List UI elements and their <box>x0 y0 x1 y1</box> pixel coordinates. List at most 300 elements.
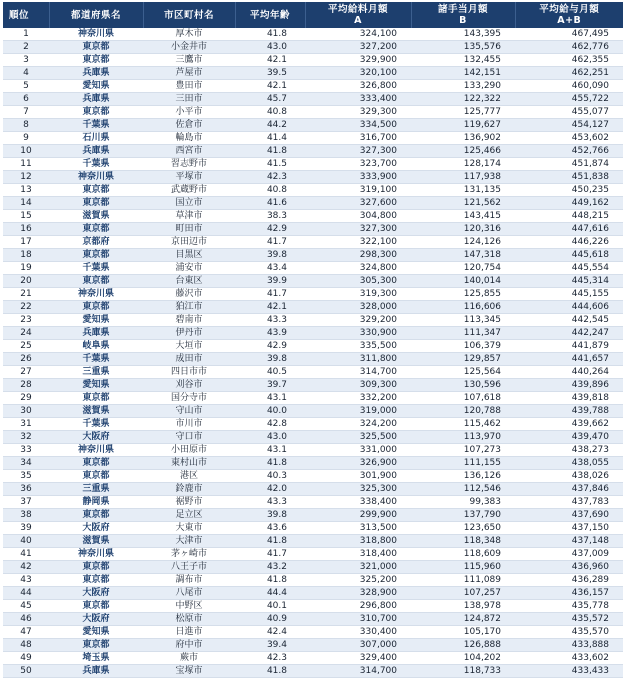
prefecture-cell: 兵庫県 <box>49 145 143 158</box>
salary-cell: 322,100 <box>305 236 411 249</box>
total-cell: 446,226 <box>515 236 623 249</box>
total-cell: 439,818 <box>515 392 623 405</box>
prefecture-cell: 東京都 <box>49 223 143 236</box>
city-cell: 国分寺市 <box>143 392 235 405</box>
table-row <box>3 119 623 132</box>
rank-cell: 1 <box>3 28 49 41</box>
allowance-cell: 143,415 <box>411 210 515 223</box>
total-cell: 462,251 <box>515 67 623 80</box>
salary-cell: 313,500 <box>305 522 411 535</box>
table-row <box>3 418 623 431</box>
age-cell: 39.7 <box>235 379 305 392</box>
total-cell: 437,148 <box>515 535 623 548</box>
header-salary-line1: 平均給料月額 <box>327 4 388 15</box>
salary-cell: 334,500 <box>305 119 411 132</box>
total-cell: 447,616 <box>515 223 623 236</box>
prefecture-cell: 東京都 <box>49 275 143 288</box>
table-row <box>3 639 623 652</box>
salary-cell: 323,700 <box>305 158 411 171</box>
header-city: 市区町村名 <box>143 2 235 28</box>
salary-cell: 335,500 <box>305 340 411 353</box>
city-cell: 大東市 <box>143 522 235 535</box>
total-cell: 437,690 <box>515 509 623 522</box>
prefecture-cell: 大阪府 <box>49 431 143 444</box>
prefecture-cell: 滋賀県 <box>49 405 143 418</box>
rank-cell: 41 <box>3 548 49 561</box>
total-cell: 445,314 <box>515 275 623 288</box>
city-cell: 武蔵野市 <box>143 184 235 197</box>
table-row <box>3 600 623 613</box>
table-row <box>3 353 623 366</box>
salary-ranking-table <box>3 2 623 678</box>
total-cell: 462,355 <box>515 54 623 67</box>
allowance-cell: 99,383 <box>411 496 515 509</box>
age-cell: 44.4 <box>235 587 305 600</box>
total-cell: 433,602 <box>515 652 623 665</box>
allowance-cell: 105,170 <box>411 626 515 639</box>
prefecture-cell: 神奈川県 <box>49 444 143 457</box>
rank-cell: 44 <box>3 587 49 600</box>
prefecture-cell: 京都府 <box>49 236 143 249</box>
age-cell: 41.8 <box>235 574 305 587</box>
table-row <box>3 496 623 509</box>
header-age: 平均年齢 <box>235 2 305 28</box>
allowance-cell: 115,960 <box>411 561 515 574</box>
age-cell: 42.1 <box>235 54 305 67</box>
table-row <box>3 509 623 522</box>
salary-cell: 333,900 <box>305 171 411 184</box>
age-cell: 41.8 <box>235 457 305 470</box>
age-cell: 42.3 <box>235 652 305 665</box>
city-cell: 大津市 <box>143 535 235 548</box>
allowance-cell: 120,788 <box>411 405 515 418</box>
salary-cell: 311,800 <box>305 353 411 366</box>
rank-cell: 40 <box>3 535 49 548</box>
salary-cell: 326,900 <box>305 457 411 470</box>
allowance-cell: 128,174 <box>411 158 515 171</box>
table-row <box>3 236 623 249</box>
allowance-cell: 147,318 <box>411 249 515 262</box>
allowance-cell: 115,462 <box>411 418 515 431</box>
allowance-cell: 121,562 <box>411 197 515 210</box>
rank-cell: 8 <box>3 119 49 132</box>
salary-cell: 324,800 <box>305 262 411 275</box>
total-cell: 435,778 <box>515 600 623 613</box>
city-cell: 三田市 <box>143 93 235 106</box>
allowance-cell: 113,970 <box>411 431 515 444</box>
rank-cell: 6 <box>3 93 49 106</box>
city-cell: 町田市 <box>143 223 235 236</box>
allowance-cell: 118,348 <box>411 535 515 548</box>
city-cell: 習志野市 <box>143 158 235 171</box>
age-cell: 40.8 <box>235 184 305 197</box>
city-cell: 国立市 <box>143 197 235 210</box>
salary-cell: 314,700 <box>305 665 411 678</box>
age-cell: 39.8 <box>235 249 305 262</box>
age-cell: 41.8 <box>235 145 305 158</box>
total-cell: 435,570 <box>515 626 623 639</box>
age-cell: 41.8 <box>235 665 305 678</box>
table-row <box>3 54 623 67</box>
salary-cell: 309,300 <box>305 379 411 392</box>
prefecture-cell: 兵庫県 <box>49 327 143 340</box>
total-cell: 454,127 <box>515 119 623 132</box>
rank-cell: 5 <box>3 80 49 93</box>
total-cell: 442,247 <box>515 327 623 340</box>
rank-cell: 47 <box>3 626 49 639</box>
table-row <box>3 457 623 470</box>
table-row <box>3 522 623 535</box>
rank-cell: 35 <box>3 470 49 483</box>
total-cell: 453,602 <box>515 132 623 145</box>
age-cell: 39.9 <box>235 275 305 288</box>
total-cell: 439,662 <box>515 418 623 431</box>
table-row <box>3 184 623 197</box>
prefecture-cell: 千葉県 <box>49 353 143 366</box>
allowance-cell: 111,155 <box>411 457 515 470</box>
table-row <box>3 210 623 223</box>
city-cell: 佐倉市 <box>143 119 235 132</box>
total-cell: 449,162 <box>515 197 623 210</box>
city-cell: 浦安市 <box>143 262 235 275</box>
city-cell: 西宮市 <box>143 145 235 158</box>
rank-cell: 12 <box>3 171 49 184</box>
table-row <box>3 470 623 483</box>
age-cell: 41.7 <box>235 288 305 301</box>
prefecture-cell: 東京都 <box>49 106 143 119</box>
table-row <box>3 132 623 145</box>
allowance-cell: 126,888 <box>411 639 515 652</box>
age-cell: 43.3 <box>235 496 305 509</box>
age-cell: 42.1 <box>235 80 305 93</box>
table-row <box>3 431 623 444</box>
age-cell: 40.3 <box>235 470 305 483</box>
rank-cell: 50 <box>3 665 49 678</box>
city-cell: 成田市 <box>143 353 235 366</box>
age-cell: 42.8 <box>235 418 305 431</box>
age-cell: 40.0 <box>235 405 305 418</box>
header-allowance <box>411 2 515 28</box>
allowance-cell: 107,273 <box>411 444 515 457</box>
prefecture-cell: 東京都 <box>49 54 143 67</box>
prefecture-cell: 東京都 <box>49 41 143 54</box>
age-cell: 43.4 <box>235 262 305 275</box>
age-cell: 39.8 <box>235 353 305 366</box>
table-row <box>3 405 623 418</box>
table-row <box>3 587 623 600</box>
prefecture-cell: 兵庫県 <box>49 665 143 678</box>
header-salary <box>305 2 411 28</box>
prefecture-cell: 東京都 <box>49 249 143 262</box>
prefecture-cell: 大阪府 <box>49 587 143 600</box>
salary-cell: 330,400 <box>305 626 411 639</box>
total-cell: 441,657 <box>515 353 623 366</box>
salary-cell: 301,900 <box>305 470 411 483</box>
salary-cell: 327,300 <box>305 223 411 236</box>
rank-cell: 31 <box>3 418 49 431</box>
rank-cell: 49 <box>3 652 49 665</box>
rank-cell: 21 <box>3 288 49 301</box>
prefecture-cell: 神奈川県 <box>49 171 143 184</box>
salary-cell: 310,700 <box>305 613 411 626</box>
table-row <box>3 535 623 548</box>
salary-cell: 299,900 <box>305 509 411 522</box>
prefecture-cell: 東京都 <box>49 509 143 522</box>
total-cell: 445,618 <box>515 249 623 262</box>
table-row <box>3 301 623 314</box>
prefecture-cell: 東京都 <box>49 561 143 574</box>
total-cell: 437,150 <box>515 522 623 535</box>
city-cell: 港区 <box>143 470 235 483</box>
total-cell: 436,960 <box>515 561 623 574</box>
rank-cell: 25 <box>3 340 49 353</box>
rank-cell: 23 <box>3 314 49 327</box>
city-cell: 守山市 <box>143 405 235 418</box>
allowance-cell: 111,089 <box>411 574 515 587</box>
city-cell: 裾野市 <box>143 496 235 509</box>
salary-cell: 329,300 <box>305 106 411 119</box>
age-cell: 41.4 <box>235 132 305 145</box>
prefecture-cell: 東京都 <box>49 197 143 210</box>
header-prefecture: 都道府県名 <box>49 2 143 28</box>
allowance-cell: 107,257 <box>411 587 515 600</box>
total-cell: 437,783 <box>515 496 623 509</box>
allowance-cell: 124,872 <box>411 613 515 626</box>
header-salary-line2: A <box>354 15 362 26</box>
table-row <box>3 171 623 184</box>
total-cell: 433,888 <box>515 639 623 652</box>
table-row <box>3 379 623 392</box>
table-row <box>3 158 623 171</box>
table-row <box>3 223 623 236</box>
rank-cell: 16 <box>3 223 49 236</box>
city-cell: 小金井市 <box>143 41 235 54</box>
age-cell: 41.6 <box>235 197 305 210</box>
rank-cell: 22 <box>3 301 49 314</box>
city-cell: 小田原市 <box>143 444 235 457</box>
city-cell: 調布市 <box>143 574 235 587</box>
age-cell: 39.4 <box>235 639 305 652</box>
rank-cell: 33 <box>3 444 49 457</box>
salary-cell: 329,400 <box>305 652 411 665</box>
prefecture-cell: 東京都 <box>49 600 143 613</box>
rank-cell: 36 <box>3 483 49 496</box>
salary-cell: 332,200 <box>305 392 411 405</box>
total-cell: 444,606 <box>515 301 623 314</box>
prefecture-cell: 滋賀県 <box>49 535 143 548</box>
age-cell: 43.1 <box>235 444 305 457</box>
table-row <box>3 145 623 158</box>
table-row <box>3 93 623 106</box>
table-row <box>3 249 623 262</box>
total-cell: 455,077 <box>515 106 623 119</box>
city-cell: 茅ヶ崎市 <box>143 548 235 561</box>
city-cell: 草津市 <box>143 210 235 223</box>
prefecture-cell: 神奈川県 <box>49 288 143 301</box>
total-cell: 433,433 <box>515 665 623 678</box>
prefecture-cell: 岐阜県 <box>49 340 143 353</box>
rank-cell: 3 <box>3 54 49 67</box>
allowance-cell: 111,347 <box>411 327 515 340</box>
city-cell: 大垣市 <box>143 340 235 353</box>
allowance-cell: 125,855 <box>411 288 515 301</box>
allowance-cell: 112,546 <box>411 483 515 496</box>
total-cell: 440,264 <box>515 366 623 379</box>
header-rank: 順位 <box>3 2 49 28</box>
allowance-cell: 113,345 <box>411 314 515 327</box>
rank-cell: 28 <box>3 379 49 392</box>
age-cell: 41.8 <box>235 535 305 548</box>
rank-cell: 38 <box>3 509 49 522</box>
total-cell: 439,788 <box>515 405 623 418</box>
rank-cell: 26 <box>3 353 49 366</box>
allowance-cell: 133,290 <box>411 80 515 93</box>
city-cell: 蕨市 <box>143 652 235 665</box>
age-cell: 43.9 <box>235 327 305 340</box>
prefecture-cell: 三重県 <box>49 366 143 379</box>
salary-cell: 327,600 <box>305 197 411 210</box>
age-cell: 41.7 <box>235 548 305 561</box>
allowance-cell: 135,576 <box>411 41 515 54</box>
age-cell: 41.7 <box>235 236 305 249</box>
city-cell: 芦屋市 <box>143 67 235 80</box>
allowance-cell: 142,151 <box>411 67 515 80</box>
city-cell: 八王子市 <box>143 561 235 574</box>
total-cell: 448,215 <box>515 210 623 223</box>
allowance-cell: 120,754 <box>411 262 515 275</box>
salary-cell: 329,900 <box>305 54 411 67</box>
age-cell: 42.4 <box>235 626 305 639</box>
salary-cell: 314,700 <box>305 366 411 379</box>
total-cell: 438,055 <box>515 457 623 470</box>
prefecture-cell: 東京都 <box>49 392 143 405</box>
table-row <box>3 548 623 561</box>
rank-cell: 37 <box>3 496 49 509</box>
prefecture-cell: 愛知県 <box>49 379 143 392</box>
age-cell: 45.7 <box>235 93 305 106</box>
salary-cell: 318,800 <box>305 535 411 548</box>
rank-cell: 17 <box>3 236 49 249</box>
total-cell: 455,722 <box>515 93 623 106</box>
prefecture-cell: 千葉県 <box>49 158 143 171</box>
header-allowance-line1: 諸手当月額 <box>437 4 488 15</box>
prefecture-cell: 静岡県 <box>49 496 143 509</box>
age-cell: 44.2 <box>235 119 305 132</box>
table-row <box>3 106 623 119</box>
total-cell: 451,838 <box>515 171 623 184</box>
age-cell: 40.5 <box>235 366 305 379</box>
rank-cell: 10 <box>3 145 49 158</box>
total-cell: 436,157 <box>515 587 623 600</box>
table-row <box>3 41 623 54</box>
allowance-cell: 131,135 <box>411 184 515 197</box>
allowance-cell: 117,938 <box>411 171 515 184</box>
allowance-cell: 124,126 <box>411 236 515 249</box>
prefecture-cell: 愛知県 <box>49 80 143 93</box>
age-cell: 43.2 <box>235 561 305 574</box>
salary-cell: 326,800 <box>305 80 411 93</box>
table-row <box>3 444 623 457</box>
salary-cell: 325,300 <box>305 483 411 496</box>
table-row <box>3 392 623 405</box>
allowance-cell: 104,202 <box>411 652 515 665</box>
allowance-cell: 132,455 <box>411 54 515 67</box>
salary-cell: 324,100 <box>305 28 411 41</box>
table-row <box>3 574 623 587</box>
rank-cell: 29 <box>3 392 49 405</box>
salary-cell: 338,400 <box>305 496 411 509</box>
city-cell: 足立区 <box>143 509 235 522</box>
total-cell: 438,026 <box>515 470 623 483</box>
table-row <box>3 665 623 678</box>
prefecture-cell: 神奈川県 <box>49 548 143 561</box>
salary-cell: 320,100 <box>305 67 411 80</box>
total-cell: 441,879 <box>515 340 623 353</box>
age-cell: 39.5 <box>235 67 305 80</box>
total-cell: 451,874 <box>515 158 623 171</box>
salary-cell: 319,300 <box>305 288 411 301</box>
rank-cell: 46 <box>3 613 49 626</box>
header-allowance-line2: B <box>459 15 467 26</box>
rank-cell: 20 <box>3 275 49 288</box>
allowance-cell: 116,606 <box>411 301 515 314</box>
rank-cell: 24 <box>3 327 49 340</box>
total-cell: 439,896 <box>515 379 623 392</box>
prefecture-cell: 千葉県 <box>49 262 143 275</box>
total-cell: 450,235 <box>515 184 623 197</box>
city-cell: 宝塚市 <box>143 665 235 678</box>
total-cell: 439,470 <box>515 431 623 444</box>
age-cell: 42.9 <box>235 223 305 236</box>
total-cell: 442,545 <box>515 314 623 327</box>
total-cell: 438,273 <box>515 444 623 457</box>
prefecture-cell: 愛知県 <box>49 626 143 639</box>
salary-cell: 319,100 <box>305 184 411 197</box>
city-cell: 市川市 <box>143 418 235 431</box>
city-cell: 四日市市 <box>143 366 235 379</box>
prefecture-cell: 兵庫県 <box>49 67 143 80</box>
age-cell: 40.9 <box>235 613 305 626</box>
total-cell: 436,289 <box>515 574 623 587</box>
table-row <box>3 314 623 327</box>
city-cell: 碧南市 <box>143 314 235 327</box>
total-cell: 445,155 <box>515 288 623 301</box>
prefecture-cell: 愛知県 <box>49 314 143 327</box>
allowance-cell: 125,466 <box>411 145 515 158</box>
prefecture-cell: 大阪府 <box>49 613 143 626</box>
rank-cell: 30 <box>3 405 49 418</box>
city-cell: 刈谷市 <box>143 379 235 392</box>
rank-cell: 9 <box>3 132 49 145</box>
salary-cell: 307,000 <box>305 639 411 652</box>
allowance-cell: 120,316 <box>411 223 515 236</box>
table-row <box>3 327 623 340</box>
salary-cell: 328,000 <box>305 301 411 314</box>
salary-cell: 319,000 <box>305 405 411 418</box>
table-row <box>3 262 623 275</box>
header-total <box>515 2 623 28</box>
rank-cell: 18 <box>3 249 49 262</box>
allowance-cell: 136,902 <box>411 132 515 145</box>
allowance-cell: 125,777 <box>411 106 515 119</box>
rank-cell: 39 <box>3 522 49 535</box>
city-cell: 府中市 <box>143 639 235 652</box>
salary-cell: 298,300 <box>305 249 411 262</box>
city-cell: 平塚市 <box>143 171 235 184</box>
city-cell: 京田辺市 <box>143 236 235 249</box>
table-row <box>3 67 623 80</box>
salary-cell: 321,000 <box>305 561 411 574</box>
